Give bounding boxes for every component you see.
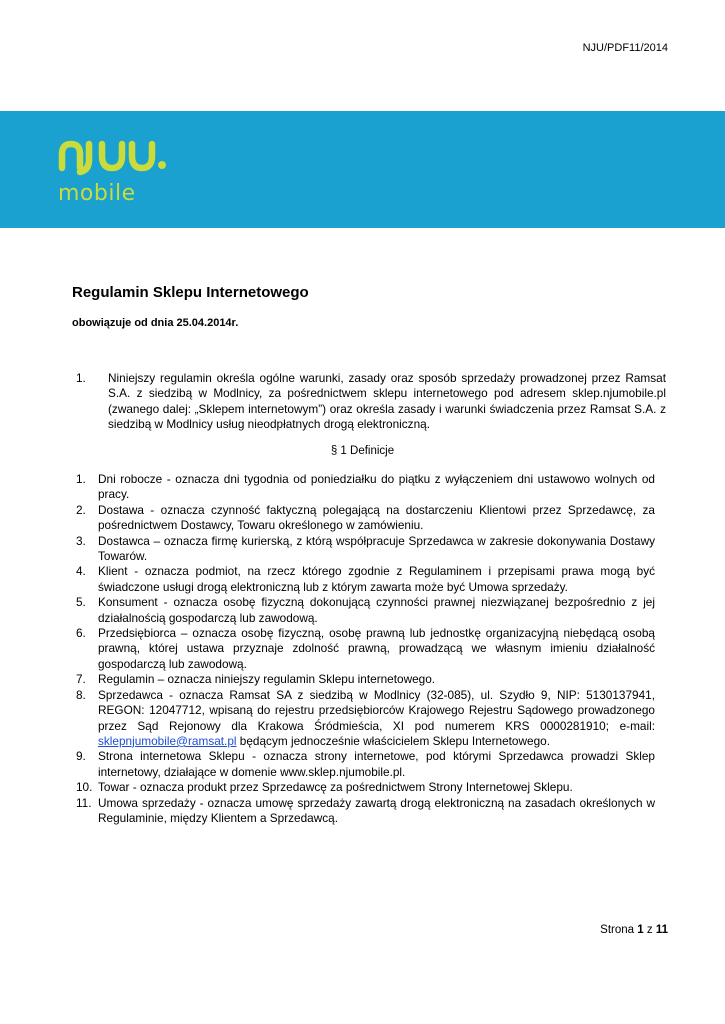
definition-text: Regulamin – oznacza niniejszy regulamin Sklepu internetowego.	[98, 672, 436, 687]
brand-banner	[0, 111, 725, 228]
seller-text-after: będącym jednocześnie właścicielem Sklepu Internetowego.	[236, 733, 550, 748]
effective-date: obowiązuje od dnia 25.04.2014r.	[72, 317, 239, 329]
definition-text: Dostawa - oznacza czynność faktyczną polegającą na dostarczeniu Klientowi przez Sprzedawcę, za pośrednictwem Dostawcy, Towaru określonego w zamówieniu.	[98, 502, 655, 533]
definition-number: 10.	[76, 780, 93, 795]
definition-text: Strona internetowa Sklepu - oznacza strony internetowe, pod którymi Sprzedawca prowadzi Sklep internetowy, działające w domenie www.sklep.njumobile.pl.	[98, 749, 655, 779]
definition-item	[76, 534, 655, 565]
definition-number: 3.	[76, 533, 86, 548]
definition-item	[76, 796, 655, 827]
footer-prefix: Strona	[600, 924, 635, 936]
definition-number: 5.	[76, 595, 86, 610]
definition-number: 8.	[76, 687, 86, 702]
definition-item	[76, 749, 655, 780]
document-title: Regulamin Sklepu Internetowego	[72, 284, 309, 301]
definition-number: 9.	[76, 749, 86, 764]
definition-item	[76, 472, 655, 503]
definitions-list	[76, 472, 655, 826]
definition-number: 6.	[76, 626, 86, 641]
seller-text-before: Sprzedawca - oznacza Ramsat SA z siedzibą w Modlnicy (32-085), ul. Szydło 9, NIP: 5130137941, REGON: 12047712, wpisaną do rejestru przedsiębiorców Krajowego Rejestru Sądowego prowadzonego przez Sąd Rejonowy dla Krakowa Śródmieścia, XI pod numerem KRS 0000281910; e-mail:	[98, 687, 655, 733]
definition-text: Klient - oznacza podmiot, na rzecz którego zgodnie z Regulaminem i przepisami prawa mogą być świadczone usługi drogą elektroniczną lub z którym zawarta może być Umowa sprzedaży.	[98, 564, 655, 594]
definition-number: 2.	[76, 502, 86, 517]
intro-number: 1.	[76, 371, 86, 385]
definition-text: Dostawca – oznacza firmę kurierską, z którą współpracuje Sprzedawca w zakresie dokonywania Dostawy Towarów.	[98, 533, 655, 564]
definition-item	[76, 780, 655, 795]
logo-text-mobile: mobile	[58, 181, 136, 206]
definition-number: 4.	[76, 564, 86, 579]
intro-paragraph	[76, 371, 666, 433]
footer-separator: z	[646, 924, 653, 936]
definition-text: Dni robocze - oznacza dni tygodnia od poniedziałku do piątku z wyłączeniem dni ustawowo wolnych od pracy.	[98, 472, 655, 502]
definition-item	[76, 595, 655, 626]
definition-text: Przedsiębiorca – oznacza osobę fizyczną, osobę prawną lub jednostkę organizacyjną niebędącą osobą prawną, której ustawa przyznaje zdolność prawną, prowadzącą we własnym imieniu działalność gospodarczą lub zawodową.	[98, 626, 655, 671]
intro-text: Niniejszy regulamin określa ogólne warunki, zasady oraz sposób sprzedaży prowadzonej przez Ramsat S.A. z siedzibą w Modlnicy, za pośrednictwem sklepu internetowego pod adresem sklep.njumobile.pl (zwanego dalej: „Sklepem internetowym”) oraz określa zasady i warunki świadczenia przez Ramsat S.A. z siedzibą w Modlnicy usług nieodpłatnych drogą elektroniczną.	[108, 371, 666, 432]
definition-number: 1.	[76, 472, 86, 486]
definition-number: 7.	[76, 672, 86, 687]
definition-text: Konsument - oznacza osobę fizyczną dokonującą czynności prawnej niezwiązanej bezpośrednio z jej działalnością gospodarczą lub zawodową.	[98, 595, 655, 625]
definition-text: Umowa sprzedaży - oznacza umowę sprzedaży zawartą drogą elektroniczną na zasadach określonych w Regulaminie, między Klientem a Sprzedawcą.	[98, 795, 655, 825]
definition-item	[76, 626, 655, 672]
njumobile-logo	[58, 140, 178, 220]
definition-text: Towar - oznacza produkt przez Sprzedawcę za pośrednictwem Strony Internetowej Sklepu.	[98, 780, 573, 795]
definition-number: 11.	[76, 795, 92, 810]
footer-page-total: 11	[655, 924, 668, 936]
definition-item	[76, 564, 655, 595]
definition-item	[76, 503, 655, 534]
definition-item	[76, 672, 655, 687]
definition-text	[98, 688, 655, 750]
document-code: NJU/PDF11/2014	[582, 42, 668, 54]
footer-page-number: 1	[637, 924, 644, 936]
definition-item	[76, 688, 655, 750]
email-link[interactable]: sklepnjumobile@ramsat.pl	[98, 733, 237, 748]
section-heading: § 1 Definicje	[330, 445, 395, 457]
page-footer	[600, 924, 668, 936]
